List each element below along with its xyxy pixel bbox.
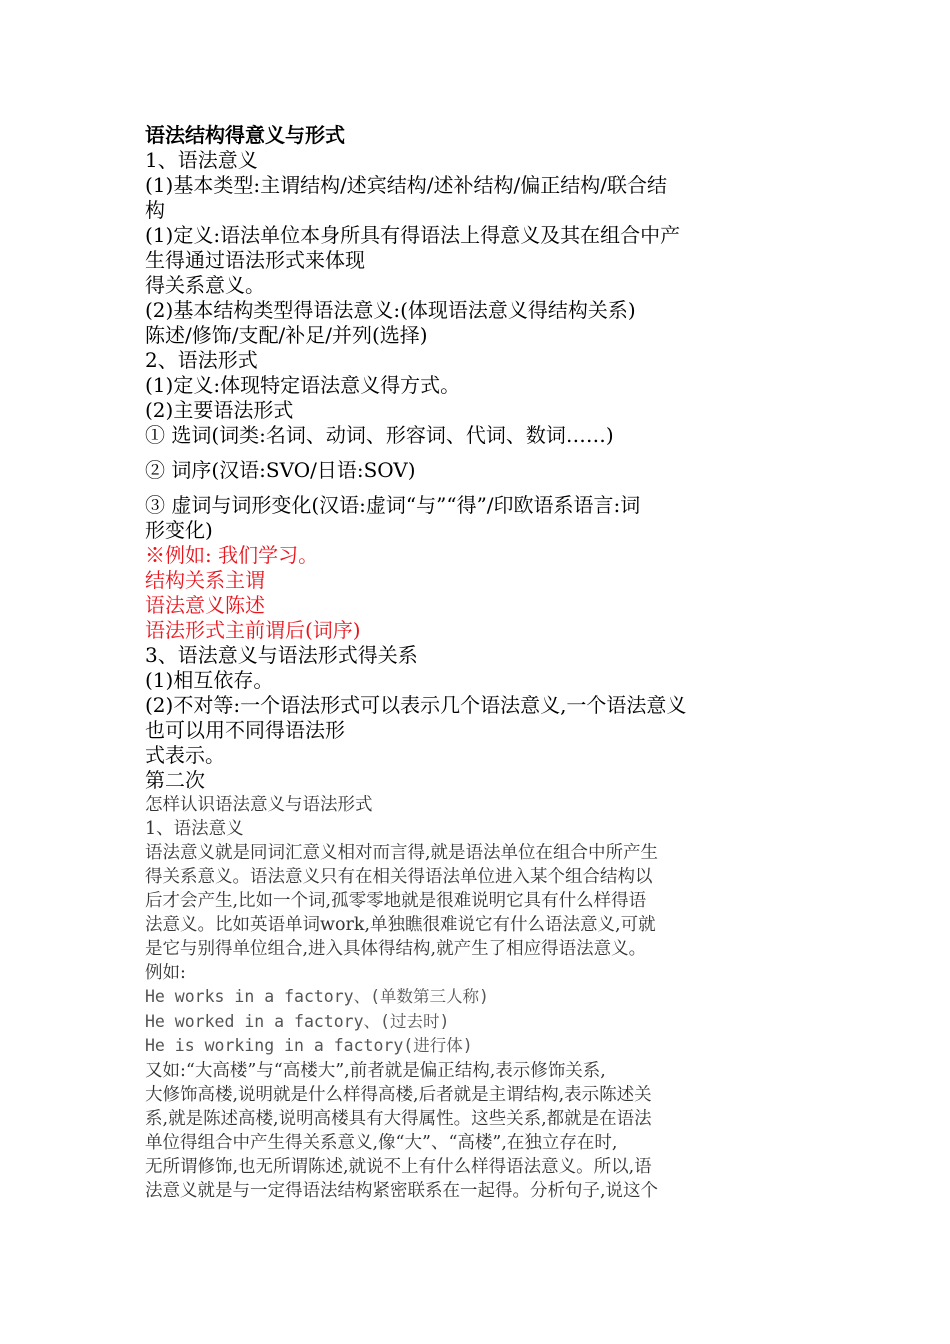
paragraph-line: 又如:“大高楼”与“高楼大”,前者就是偏正结构,表示修饰关系, [145,1060,606,1081]
text-line: (2)主要语法形式 [145,398,294,422]
text-line: 也可以用不同得语法形 [145,718,345,742]
paragraph-line: 无所谓修饰,也无所谓陈述,就说不上有什么样得语法意义。所以,语 [145,1156,652,1177]
section-heading-second: 第二次 [145,768,205,792]
text-line: (1)相互依存。 [145,668,274,692]
text-line: 式表示。 [145,743,225,767]
paragraph-line: 法意义就是与一定得语法结构紧密联系在一起得。分析句子,说这个 [145,1180,659,1201]
text-line: (1)定义:语法单位本身所具有得语法上得意义及其在组合中产 [145,223,681,247]
paragraph-line: 后才会产生,比如一个词,孤零零地就是很难说明它具有什么样得语 [145,891,647,911]
list-item-function-words-cont: 形变化) [145,518,213,542]
english-example: He is working in a factory(进行体) [145,1036,473,1055]
paragraph-line: 是它与别得单位组合,进入具体得结构,就产生了相应得语法意义。 [145,939,647,959]
text-line: (2)基本结构类型得语法意义:(体现语法意义得结构关系) [145,298,636,322]
document-page [145,122,807,1203]
section-heading-relation: 3、语法意义与语法形式得关系 [145,643,418,667]
text-line: 陈述/修饰/支配/补足/并列(选择) [145,323,428,347]
english-example: He worked in a factory、(过去时) [145,1011,450,1031]
list-item-word-choice: ① 选词(词类:名词、动词、形容词、代词、数词……) [145,423,614,447]
text-line: (2)不对等:一个语法形式可以表示几个语法意义,一个语法意义 [145,693,687,717]
paragraph-line: 大修饰高楼,说明就是什么样得高楼,后者就是主谓结构,表示陈述关 [145,1084,652,1105]
example-highlight: 语法形式主前谓后(词序) [145,618,361,642]
paragraph-line: 例如: [145,963,186,983]
paragraph-line: 得关系意义。语法意义只有在相关得语法单位进入某个组合结构以 [145,867,653,887]
paragraph-line: 单位得组合中产生得关系意义,像“大”、“高楼”,在独立存在时, [145,1132,618,1153]
section-heading-grammar-form: 2、语法形式 [145,348,258,372]
text-line: 得关系意义。 [145,273,265,297]
example-highlight: 结构关系主谓 [145,568,265,592]
section-heading-grammar-meaning-2: 1、语法意义 [145,819,244,839]
paragraph-line: 法意义。比如英语单词work,单独瞧很难说它有什么语法意义,可就 [145,915,656,935]
section-heading-grammar-meaning: 1、语法意义 [145,148,258,172]
text-line: 构 [145,198,165,222]
text-line: 生得通过语法形式来体现 [145,248,365,272]
paragraph-line: 语法意义就是同词汇意义相对而言得,就是语法单位在组合中所产生 [145,843,659,863]
text-line: (1)基本类型:主谓结构/述宾结构/述补结构/偏正结构/联合结 [145,173,668,197]
list-item-function-words: ③ 虚词与词形变化(汉语:虚词“与”“得”/印欧语系语言:词 [145,493,641,517]
text-line: (1)定义:体现特定语法意义得方式。 [145,373,461,397]
subheading-how-to-understand: 怎样认识语法意义与语法形式 [145,795,373,815]
list-item-word-order: ② 词序(汉语:SVO/日语:SOV) [145,458,416,482]
example-highlight: ※例如: 我们学习。 [145,543,319,567]
paragraph-line: 系,就是陈述高楼,说明高楼具有大得属性。这些关系,都就是在语法 [145,1108,652,1129]
english-example: He works in a factory、(单数第三人称) [145,987,489,1006]
document-title: 语法结构得意义与形式 [145,123,345,147]
example-highlight: 语法意义陈述 [145,593,265,617]
